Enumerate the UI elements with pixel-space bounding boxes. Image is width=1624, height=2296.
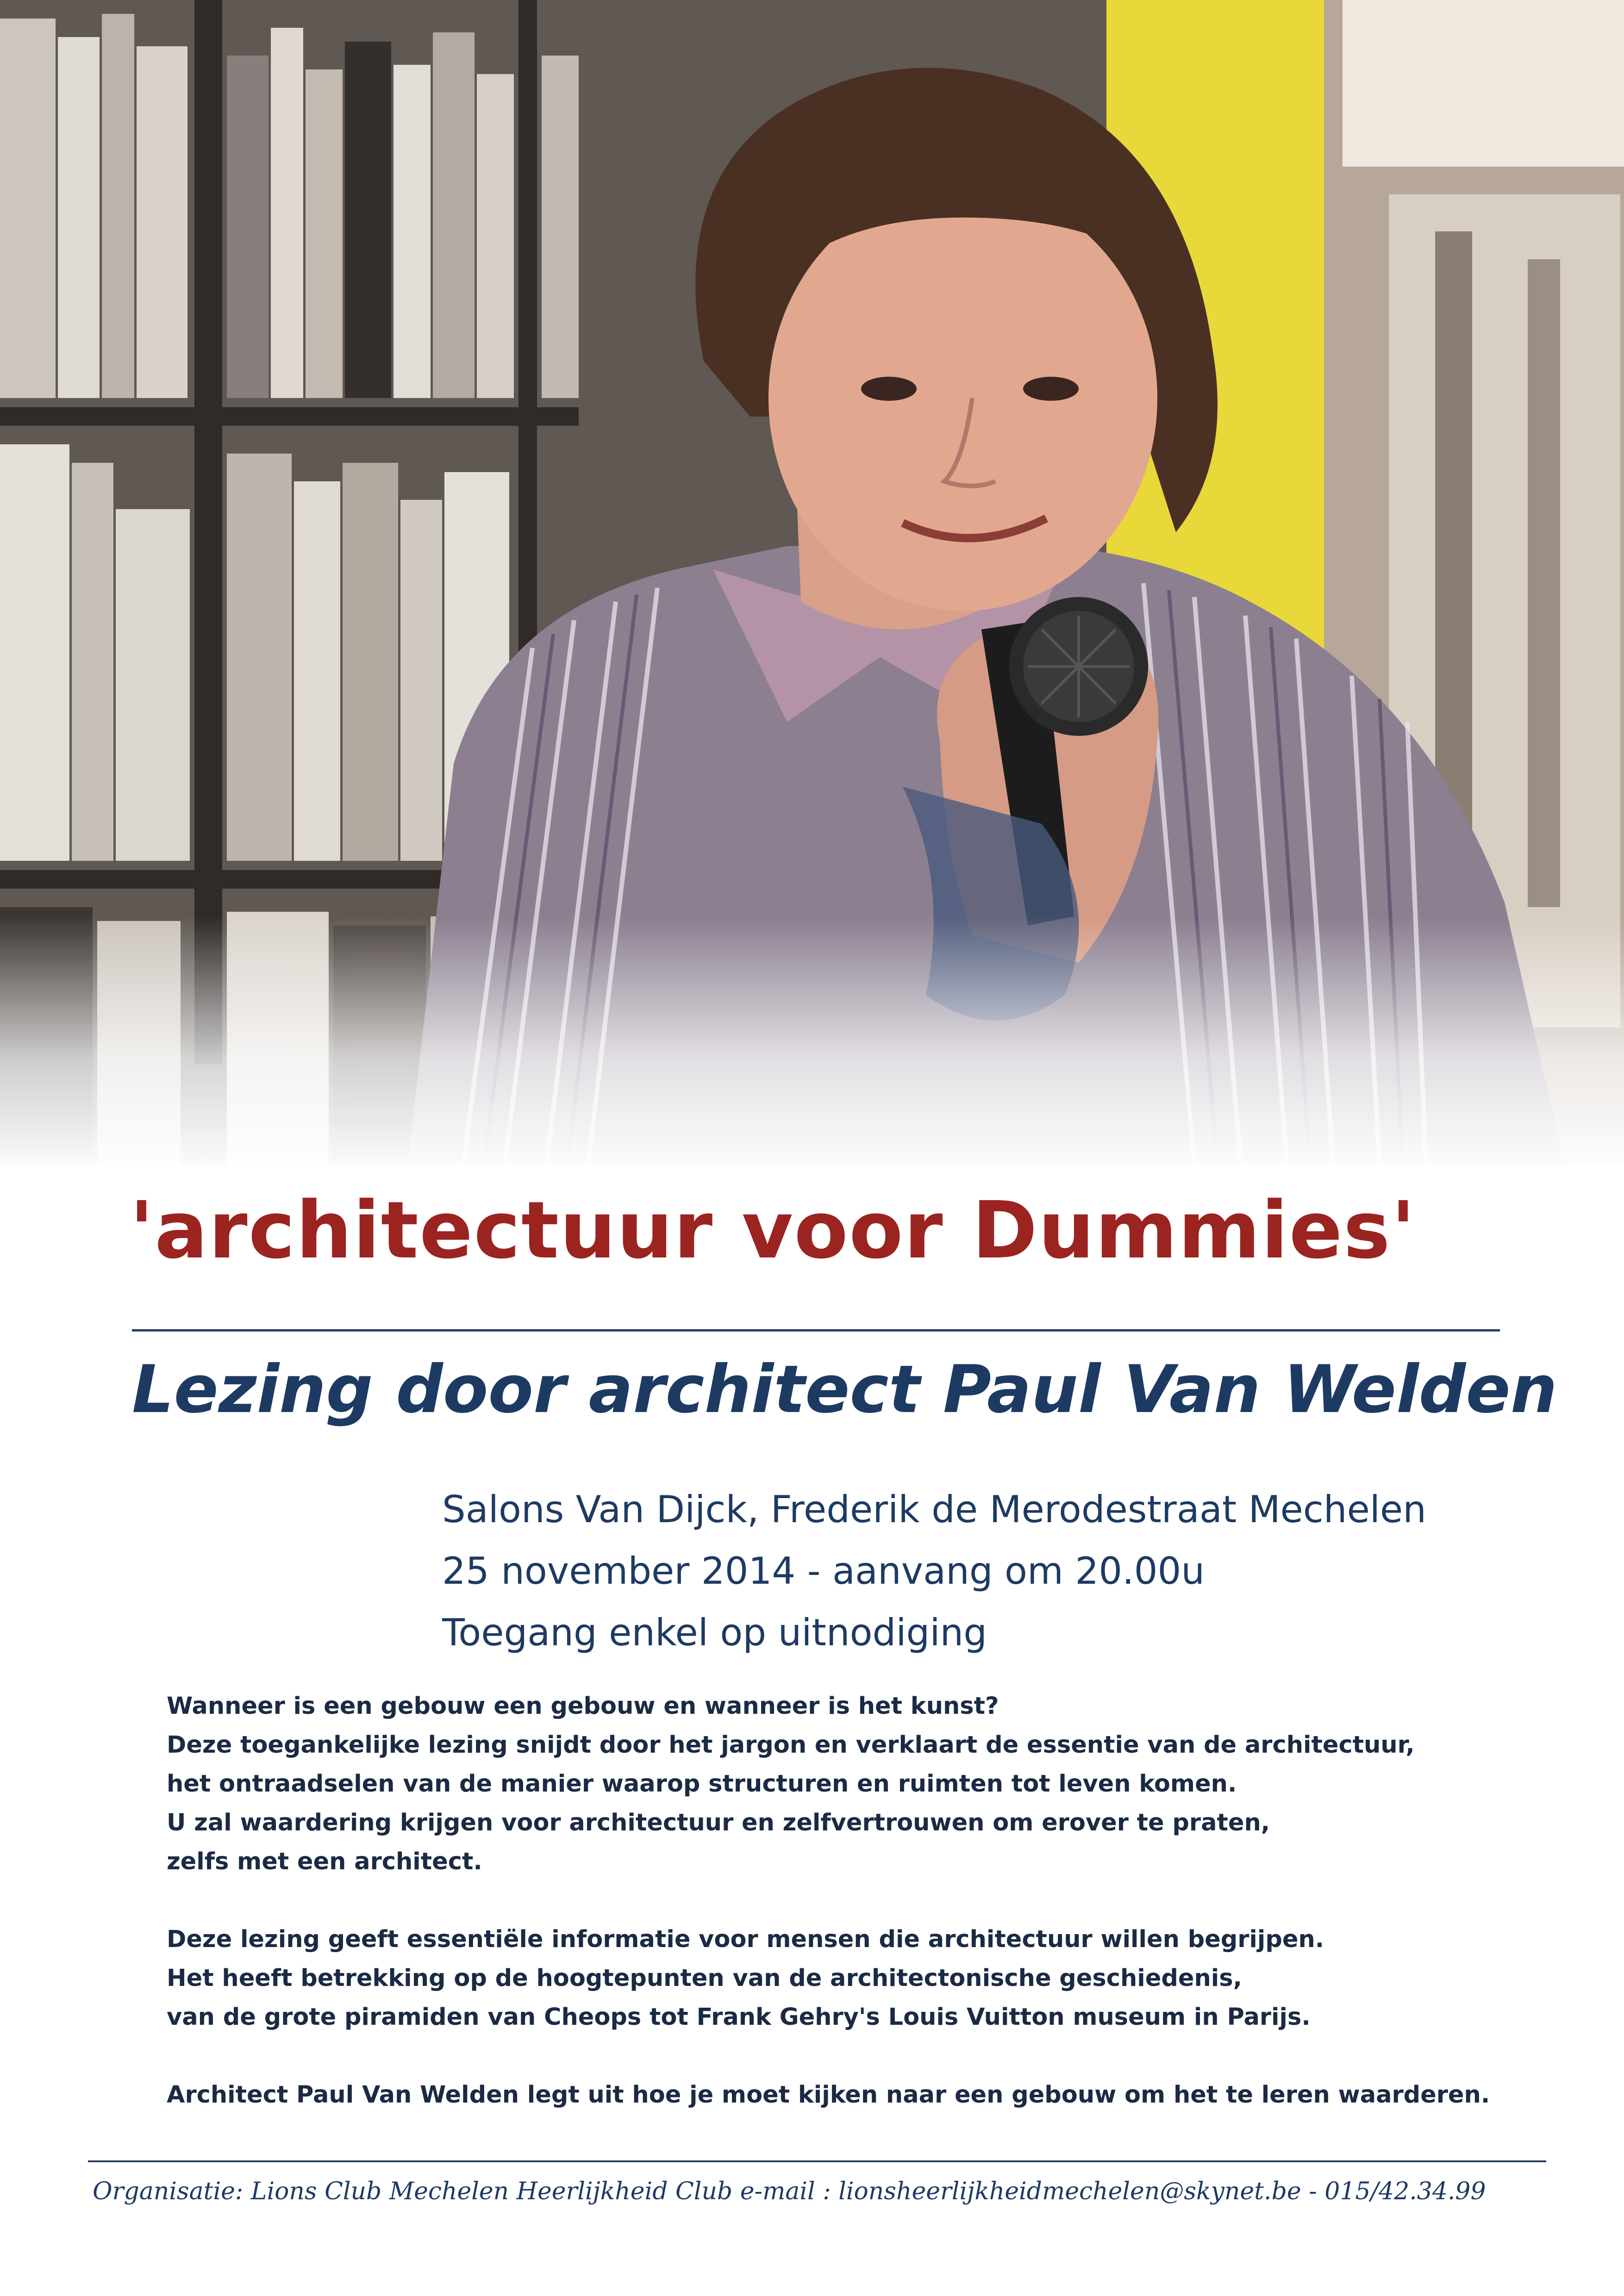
text-line: Architect Paul Van Welden legt uit hoe je moet kijken naar een gebouw om het te leren waarderen. xyxy=(167,2081,1490,2109)
paragraph-gap xyxy=(167,2037,1555,2076)
footer-divider xyxy=(88,2160,1546,2162)
poster-subtitle: Lezing door architect Paul Van Welden xyxy=(132,1351,1557,1428)
text-line: Het heeft betrekking op de hoogtepunten van de architectonische geschiedenis, xyxy=(167,1965,1242,1992)
text-line: Deze lezing geeft essentiële informatie voor mensen die architectuur willen begrijpen. xyxy=(167,1926,1324,1953)
organiser-footer: Organisatie: Lions Club Mechelen Heerlijkheid Club e-mail : lionsheerlijkheidmechelen@skynet.be - 015/42.34.99 xyxy=(93,2178,1486,2205)
photo-fade xyxy=(0,916,1624,1166)
text-line: Deze toegankelijke lezing snijdt door het jargon en verklaart de essentie van de architectuur, xyxy=(167,1731,1415,1759)
text-line: Wanneer is een gebouw een gebouw en wanneer is het kunst? xyxy=(167,1692,999,1720)
text-line: het ontraadselen van de manier waarop structuren en ruimten tot leven komen. xyxy=(167,1770,1237,1798)
text-line: zelfs met een architect. xyxy=(167,1848,482,1875)
event-access: Toegang enkel op uitnodiging xyxy=(442,1611,987,1654)
event-datetime: 25 november 2014 - aanvang om 20.00u xyxy=(442,1549,1205,1593)
title-divider xyxy=(132,1329,1500,1332)
paragraph-gap xyxy=(167,1881,1555,1920)
text-line: van de grote piramiden van Cheops tot Frank Gehry's Louis Vuitton museum in Parijs. xyxy=(167,2004,1311,2031)
event-venue: Salons Van Dijck, Frederik de Merodestraat Mechelen xyxy=(442,1488,1426,1531)
poster-title: 'architectuur voor Dummies' xyxy=(130,1185,1416,1276)
text-line: U zal waardering krijgen voor architectuur en zelfvertrouwen om erover te praten, xyxy=(167,1809,1270,1836)
event-info xyxy=(442,1479,1599,1663)
lecture-description xyxy=(167,1687,1555,2115)
